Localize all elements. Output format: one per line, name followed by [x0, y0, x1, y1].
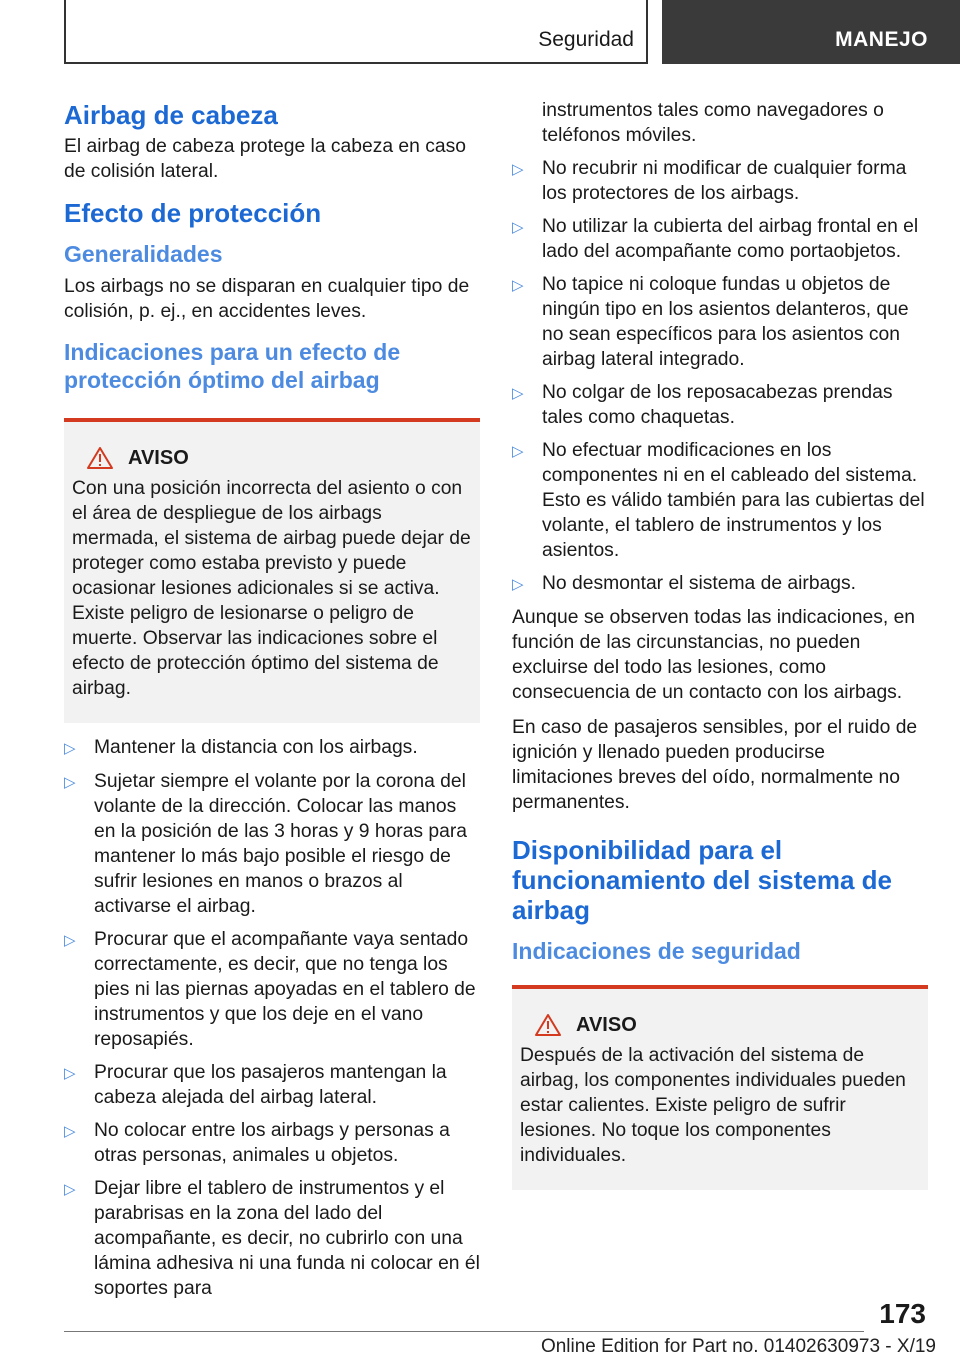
- warning-triangle-icon: [534, 1013, 562, 1037]
- header-chapter-tab: [662, 0, 960, 64]
- list-item: ▷ No recubrir ni modificar de cualquier forma los protectores de los airbags.: [512, 158, 907, 204]
- footer-divider: [64, 1331, 864, 1332]
- paragraph-lesiones: Aunque se observen todas las indicaciones, en función de las circunstancias, no pueden excluirse del todo las lesiones, como consecuencia de un contacto con los airbags.: [512, 607, 916, 703]
- list-item: ▷ Dejar libre el tablero de instrumentos y el parabrisas en la zona del lado del acompañante, es decir, no cubrirlo con una lámina adhesiva ni una funda ni colocar en él soportes para: [64, 1178, 480, 1299]
- list-item: ▷ No efectuar modificaciones en los componentes ni en el cableado del sistema. Esto es válido también para las cubiertas del volante, el tablero de instrumentos y los asientos.: [512, 440, 925, 561]
- warning-text: Después de la activación del sistema de airbag, los componentes individuales pueden estar calientes. Existe peligro de sufrir lesiones. No toque los componentes individuales.: [520, 1045, 906, 1166]
- list-item: ▷ No utilizar la cubierta del airbag frontal en el lado del acompañante como portaobjetos.: [512, 216, 919, 262]
- right-column: [512, 98, 928, 1202]
- list-continuation: instrumentos tales como navegadores o teléfonos móviles.: [542, 100, 884, 146]
- triangle-right-outline-icon: ▷: [512, 443, 524, 460]
- warning-box: [512, 985, 928, 1190]
- list-item: ▷ No colgar de los reposacabezas prendas tales como chaquetas.: [512, 382, 893, 428]
- header-frame: [64, 0, 648, 64]
- list-item: ▷ No desmontar el sistema de airbags.: [512, 571, 928, 597]
- list-item: ▷ Sujetar siempre el volante por la corona del volante de la dirección. Colocar las manos en la posición de las 3 horas y 9 horas para mantener lo más bajo posible el riesgo de sufrir lesiones en manos o brazos al activarse el airbag.: [64, 771, 467, 917]
- heading-generalidades: Generalidades: [64, 241, 223, 267]
- list-item: ▷ Mantener la distancia con los airbags.: [64, 735, 480, 761]
- page-number: 173: [879, 1298, 926, 1329]
- heading-airbag-cabeza: Airbag de cabeza: [64, 100, 278, 130]
- header-section-title: Seguridad: [538, 28, 634, 51]
- warning-triangle-icon: [86, 446, 114, 470]
- paragraph-airbag-cabeza: El airbag de cabeza protege la cabeza en caso de colisión lateral.: [64, 136, 466, 182]
- heading-indicaciones: Indicaciones para un efecto de protección óptimo del airbag: [64, 339, 401, 393]
- triangle-right-outline-icon: ▷: [512, 161, 524, 178]
- list-item: ▷ Procurar que el acompañante vaya sentado correctamente, es decir, que no tenga los pies ni las piernas apoyadas en el tablero de instrumentos y que los deje en el vano reposapiés.: [64, 929, 476, 1050]
- footer-edition: Online Edition for Part no. 01402630973 - X/19: [540, 1336, 936, 1357]
- list-item: ▷ No tapice ni coloque fundas u objetos de ningún tipo en los asientos delanteros, que no sean específicos para los asientos con airbag lateral integrado.: [512, 274, 909, 370]
- warning-header: [76, 446, 472, 470]
- warning-title: AVISO: [576, 1013, 637, 1036]
- paragraph-generalidades: Los airbags no se disparan en cualquier tipo de colisión, p. ej., en accidentes leves.: [64, 276, 470, 322]
- paragraph-oido: En caso de pasajeros sensibles, por el ruido de ignición y llenado pueden producirse limitaciones breves del oído, normalmente no permanentes.: [512, 717, 918, 813]
- warning-header: [524, 1013, 920, 1037]
- bullet-list: [512, 156, 928, 597]
- triangle-right-outline-icon: ▷: [64, 1123, 76, 1140]
- triangle-right-outline-icon: ▷: [512, 219, 524, 236]
- bullet-list: [64, 735, 480, 1301]
- triangle-right-outline-icon: ▷: [64, 774, 76, 791]
- triangle-right-outline-icon: ▷: [512, 277, 524, 294]
- triangle-right-outline-icon: ▷: [64, 1065, 76, 1082]
- warning-box: [64, 418, 480, 723]
- list-item: ▷ Procurar que los pasajeros mantengan la cabeza alejada del airbag lateral.: [64, 1062, 447, 1108]
- warning-text: Con una posición incorrecta del asiento o con el área de despliegue de los airbags mermada, el sistema de airbag puede dejar de proteger como estaba previsto y puede ocasionar lesiones adicionales si se activa. Existe peligro de lesionarse o peligro de muerte. Observar las indicaciones sobre el efecto de protección óptimo del sistema de airbag.: [72, 478, 471, 699]
- heading-disponibilidad: Disponibilidad para el funcionamiento del sistema de airbag: [512, 835, 892, 925]
- triangle-right-outline-icon: ▷: [64, 932, 76, 949]
- heading-efecto-proteccion: Efecto de protección: [64, 198, 322, 228]
- triangle-right-outline-icon: ▷: [512, 385, 524, 402]
- warning-title: AVISO: [128, 446, 189, 469]
- header-chapter-title: MANEJO: [835, 28, 928, 51]
- heading-indicaciones-seguridad: Indicaciones de seguridad: [512, 938, 801, 964]
- left-column: [64, 100, 480, 1309]
- list-item: ▷ No colocar entre los airbags y personas a otras personas, animales u objetos.: [64, 1120, 450, 1166]
- triangle-right-outline-icon: ▷: [64, 740, 76, 757]
- triangle-right-outline-icon: ▷: [512, 576, 524, 593]
- triangle-right-outline-icon: ▷: [64, 1181, 76, 1198]
